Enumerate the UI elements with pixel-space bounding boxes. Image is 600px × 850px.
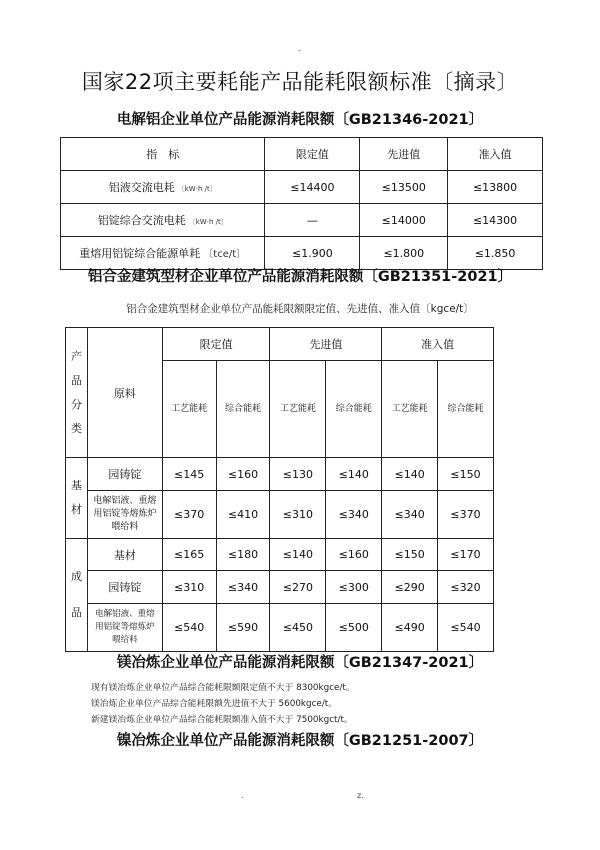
product-category-header: 产品分类 [66,328,88,458]
subhead: 综合能耗 [216,361,270,458]
group-entry: 准入值 [382,328,494,361]
cell-value: ≤320 [438,571,494,604]
page-title: 国家22项主要耗能产品能耗限额标准〔摘录〕 [81,70,519,94]
cell-value: ≤170 [438,539,494,571]
cell-value: ≤410 [216,491,270,539]
cell-value: ≤340 [216,571,270,604]
section2-heading: 铝合金建筑型材企业单位产品能源消耗限额〔GB21351-2021〕 [87,269,513,285]
footer-left-mark: . [241,791,244,800]
cell-value: ≤1.800 [360,237,448,270]
table-row [66,458,494,491]
cell-value: ≤270 [270,571,326,604]
cell-value: ≤340 [382,491,438,539]
cell-value: ≤13800 [448,171,543,204]
material-cell: 电解铝液、重熔用铝锭等熔炼炉喂给料 [87,491,162,539]
col-indicator: 指 标 [61,138,265,171]
cell-value: ≤160 [326,539,382,571]
top-mark: - [298,46,301,55]
cell-value: ≤130 [270,458,326,491]
group-limit: 限定值 [162,328,270,361]
cell-value: ≤140 [326,458,382,491]
cell-value: ≤140 [382,458,438,491]
cell-value: ≤150 [438,458,494,491]
cell-value: ≤290 [382,571,438,604]
subhead: 工艺能耗 [270,361,326,458]
col-limit: 限定值 [265,138,360,171]
subhead: 工艺能耗 [162,361,216,458]
row-unit: 〔kW·h /t〕 [188,218,228,226]
cell-value: — [265,204,360,237]
cell-value: ≤180 [216,539,270,571]
col-entry: 准入值 [448,138,543,171]
cell-value: ≤140 [270,539,326,571]
cell-value: ≤165 [162,539,216,571]
cell-value: ≤590 [216,604,270,652]
row-unit: 〔tce/t〕 [203,249,247,260]
note-line: 镁冶炼企业单位产品综合能耗限额先进值不大于 5600kgce/t。 [91,699,338,709]
section3-heading: 镁冶炼企业单位产品能源消耗限额〔GB21347-2021〕 [116,655,484,671]
table-row [61,204,543,237]
cell-value: ≤1.900 [265,237,360,270]
row-unit: 〔kW·h /t〕 [177,185,217,193]
cell-value: ≤1.850 [448,237,543,270]
footer-right-mark: z. [357,791,364,800]
cell-value: ≤150 [382,539,438,571]
row-label: 铝锭综合交流电耗 [97,214,186,227]
subhead: 综合能耗 [438,361,494,458]
cell-value: ≤490 [382,604,438,652]
cell-value: ≤160 [216,458,270,491]
cell-value: ≤310 [162,571,216,604]
material-cell: 园铸锭 [87,571,162,604]
table-row [61,171,543,204]
material-cell: 基材 [87,539,162,571]
table-row [66,571,494,604]
cell-value: ≤145 [162,458,216,491]
subhead: 工艺能耗 [382,361,438,458]
material-cell: 电解铝液、重熔用铝锭等熔炼炉喂给料 [87,604,162,652]
subhead: 综合能耗 [326,361,382,458]
table-header-row [61,138,543,171]
electrolytic-aluminum-table [60,137,543,270]
cell-value: ≤370 [162,491,216,539]
cell-value: ≤370 [438,491,494,539]
cell-value: ≤300 [326,571,382,604]
table2-caption: 铝合金建筑型材企业单位产品能耗限额限定值、先进值、准入值〔kgce/t〕 [126,303,474,315]
row-label: 重熔用铝锭综合能源单耗 [79,247,201,260]
cell-value: ≤450 [270,604,326,652]
cell-value: ≤14000 [360,204,448,237]
row-label: 铝液交流电耗 [108,181,175,194]
cell-value: ≤14400 [265,171,360,204]
category-base: 基材 [66,458,88,539]
material-header: 原料 [87,328,162,458]
cell-value: ≤540 [162,604,216,652]
material-cell: 园铸锭 [87,458,162,491]
table-row [66,604,494,652]
section1-heading: 电解铝企业单位产品能源消耗限额〔GB21346-2021〕 [116,112,484,128]
group-advanced: 先进值 [270,328,382,361]
cell-value: ≤340 [326,491,382,539]
cell-value: ≤14300 [448,204,543,237]
note-line: 现有镁冶炼企业单位产品综合能耗限额限定值不大于 8300kgce/t。 [91,683,355,693]
section4-heading: 镍冶炼企业单位产品能源消耗限额〔GB21251-2007〕 [116,733,484,749]
category-finished: 成品 [66,539,88,652]
col-advanced: 先进值 [360,138,448,171]
cell-value: ≤13500 [360,171,448,204]
table-row [66,491,494,539]
aluminum-profile-table [65,327,494,652]
note-line: 新建镁冶炼企业单位产品综合能耗限额准入值不大于 7500kgct/t。 [91,715,353,725]
cell-value: ≤540 [438,604,494,652]
cell-value: ≤500 [326,604,382,652]
table-row [66,539,494,571]
cell-value: ≤310 [270,491,326,539]
